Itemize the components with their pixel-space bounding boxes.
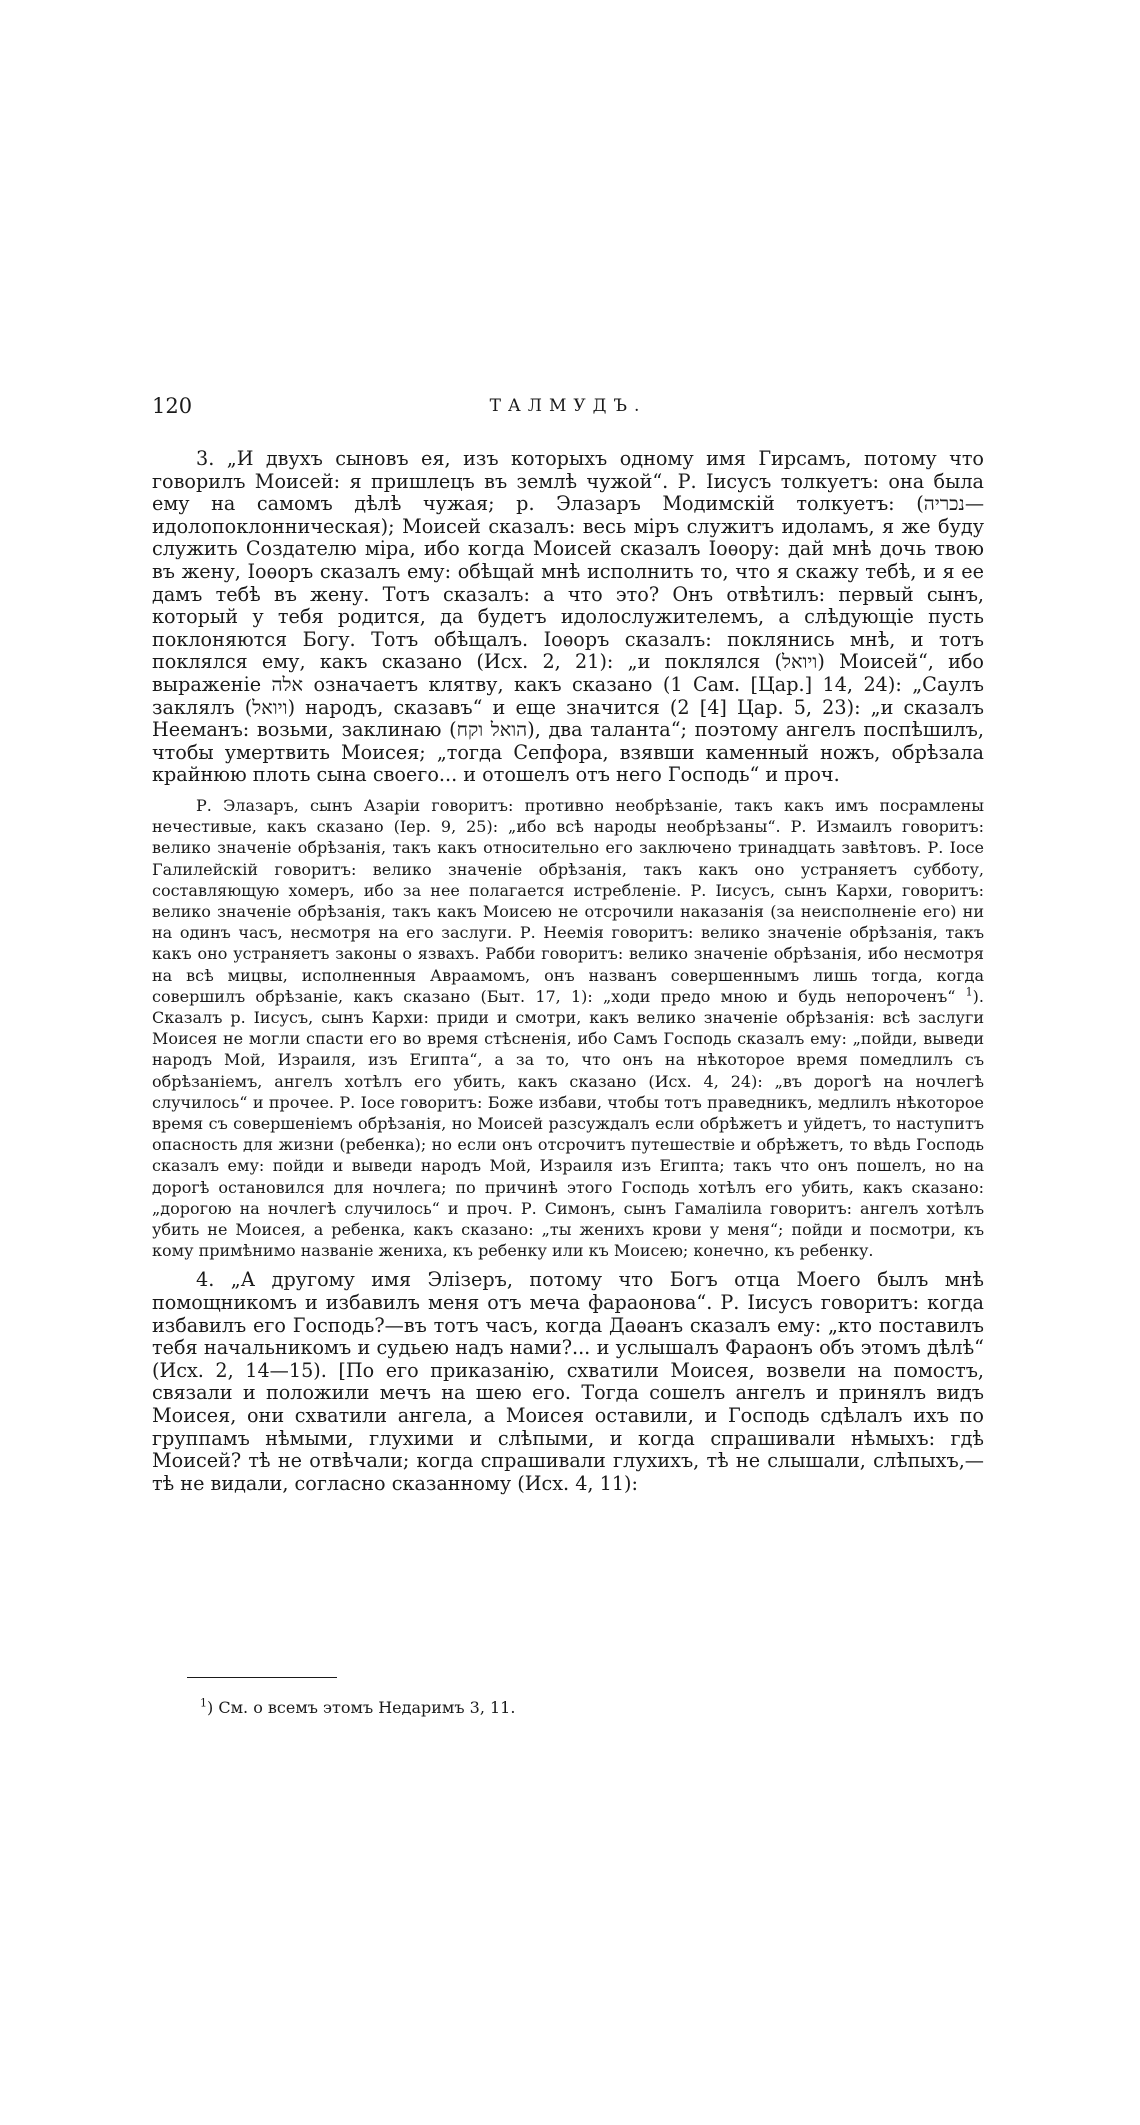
footnote-text: См. о всемъ этомъ Недаримъ 3, 11. [218, 1698, 516, 1717]
footnote-marker: 1 [200, 1696, 207, 1710]
text-run: означаетъ клятву, какъ сказано (1 Сам. [Цар.] 14, 24): „Саулъ заклялъ ( [152, 672, 984, 719]
hebrew-word: נכריה [923, 492, 965, 516]
text-run: ) Моисей“, ибо выраженіе [152, 650, 984, 696]
text-run: ), два таланта“; поэтому ангелъ поспѣшилъ, чтобы умертвить Моисея; „тогда Сепфора, взявши каменный ножъ, обрѣзала крайнюю плоть сына своего... и отошелъ отъ него Господь“ и проч. [152, 718, 984, 787]
text-run: Р. Элазаръ, сынъ Азаріи говоритъ: противно необрѣзаніе, такъ какъ имъ посрамлены нечестивые, какъ сказано (Іер. 9, 25): „ибо всѣ народы необрѣзаны“. Р. Измаилъ говоритъ: велико значеніе обрѣзанія, такъ какъ относительно его заключено тринадцать завѣтовъ. Р. Іосе Галилейскій говоритъ: велико значеніе обрѣзанія, такъ какъ оно устраняетъ субботу, составляющую хомеръ, ибо за нее полагается истребленіе. Р. Іисусъ, сынъ Кархи, говоритъ: велико значеніе обрѣзанія, такъ какъ Моисею не отсрочили наказанія (за неисполненіе его) ни на одинъ часъ, несмотря на его заслуги. Р. Неемія говоритъ: велико значеніе обрѣзанія, такъ какъ оно устраняетъ законы о язвахъ. Рабби говоритъ: велико значеніе обрѣзанія, ибо несмотря на всѣ мицвы, исполненныя Авраамомъ, онъ названъ совершеннымъ лишь тогда, когда совершилъ обрѣзаніе, какъ сказано (Быт. 17, 1): „ходи предо мною и будь непороченъ“ [152, 795, 984, 1006]
footnote: $^1$) См. о всемъ этомъ Недаримъ 3, 11. [200, 1696, 516, 1717]
paragraph-3 [152, 448, 984, 787]
body-text [152, 448, 984, 1495]
hebrew-word: הואל וקח [456, 718, 528, 742]
text-run: 3. „И двухъ сыновъ ея, изъ которыхъ одному имя Гирсамъ, потому что говорилъ Моисей: я пришлецъ въ землѣ чужой“. Р. Іисусъ толкуетъ: она была ему на самомъ дѣлѣ чужая; р. Элазаръ Модимскій толкуетъ: ( [152, 447, 984, 516]
commentary-paragraph [152, 795, 984, 1261]
paragraph-4 [152, 1269, 984, 1495]
running-title: ТАЛМУДЪ. [489, 396, 647, 416]
footnote-divider [187, 1677, 337, 1678]
text-run: —идолопоклонническая); Моисей сказалъ: весь міръ служитъ идоламъ, я же буду служить Создателю міра, ибо когда Моисей сказалъ Іоѳору: дай мнѣ дочь твою въ жену, Іоѳоръ сказалъ ему: обѣщай мнѣ исполнить то, что я скажу тебѣ, и я ее дамъ тебѣ въ жену. Тотъ сказалъ: а что это? Онъ отвѣтилъ: первый сынъ, который у тебя родится, да будетъ идолослужителемъ, а слѣдующіе пусть поклоняются Богу. Тотъ обѣщалъ. Іоѳоръ сказалъ: поклянись мнѣ, и тотъ поклялся ему, какъ сказано (Исх. 2, 21): „и поклялся ( [152, 492, 984, 674]
footnote-ref: 1 [965, 985, 973, 999]
hebrew-word: ויואל [252, 695, 288, 719]
hebrew-word: אלה [271, 672, 304, 696]
page-header [152, 394, 984, 428]
page-number: 120 [152, 394, 193, 418]
text-run: 4. „А другому имя Элізеръ, потому что Богъ отца Моего былъ мнѣ помощникомъ и избавилъ меня отъ меча фараонова“. Р. Іисусъ говоритъ: когда избавилъ его Господь?—въ тотъ часъ, когда Даѳанъ сказалъ ему: „кто поставилъ тебя начальникомъ и судьею надъ нами?... и услышалъ Фараонъ объ этомъ дѣлѣ“ (Исх. 2, 14—15). [По его приказанію, схватили Моисея, возвели на помостъ, связали и положили мечъ на шею его. Тогда сошелъ ангелъ и принялъ видъ Моисея, они схватили ангела, а Моисея оставили, и Господь сдѣлалъ ихъ по группамъ нѣмыми, глухими и слѣпыми, и когда спрашивали нѣмыхъ: гдѣ Моисей? тѣ не отвѣчали; когда спрашивали глухихъ, тѣ не слышали, слѣпыхъ,—тѣ не видали, согласно сказанному (Исх. 4, 11): [152, 1268, 984, 1495]
text-run: ) народъ, сказавъ“ и еще значится (2 [4] Цар. 5, 23): „и сказалъ Нееманъ: возьми, заклинаю ( [152, 695, 985, 742]
text-run: ). Сказалъ р. Іисусъ, сынъ Кархи: приди и смотри, какъ велико значеніе обрѣзанія: всѣ заслуги Моисея не могли спасти его во время стѣсненія, ибо Самъ Господь сказалъ ему: „пойди, выведи народъ Мой, Израиля, изъ Египта“, а за то, что онъ на нѣкоторое время помедлилъ съ обрѣзаніемъ, ангелъ хотѣлъ его убить, какъ сказано (Исх. 4, 24): „въ дорогѣ на ночлегѣ случилось“ и прочее. Р. Іосе говоритъ: Боже избави, чтобы тотъ праведникъ, медлилъ нѣкоторое время съ совершеніемъ обрѣзанія, но Моисей разсуждалъ если обрѣжетъ и уйдетъ, то наступитъ опасность для жизни (ребенка); но если онъ отсрочитъ путешествіе и обрѣжетъ, то вѣдь Господь сказалъ ему: пойди и выведи народъ Мой, Израиля изъ Египта; такъ что онъ пошелъ, но на дорогѣ остановился для ночлега; по причинѣ этого Господь хотѣлъ его убить, какъ сказано: „дорогою на ночлегѣ случилось“ и проч. Р. Симонъ, сынъ Гамаліила говоритъ: ангелъ хотѣлъ убить не Моисея, а ребенка, какъ сказано: „ты женихъ крови у меня“; пойди и посмотри, къ кому примѣнимо названіе жениха, къ ребенку или къ Моисею; конечно, къ ребенку. [152, 986, 984, 1261]
hebrew-word: ויואל [782, 650, 818, 674]
